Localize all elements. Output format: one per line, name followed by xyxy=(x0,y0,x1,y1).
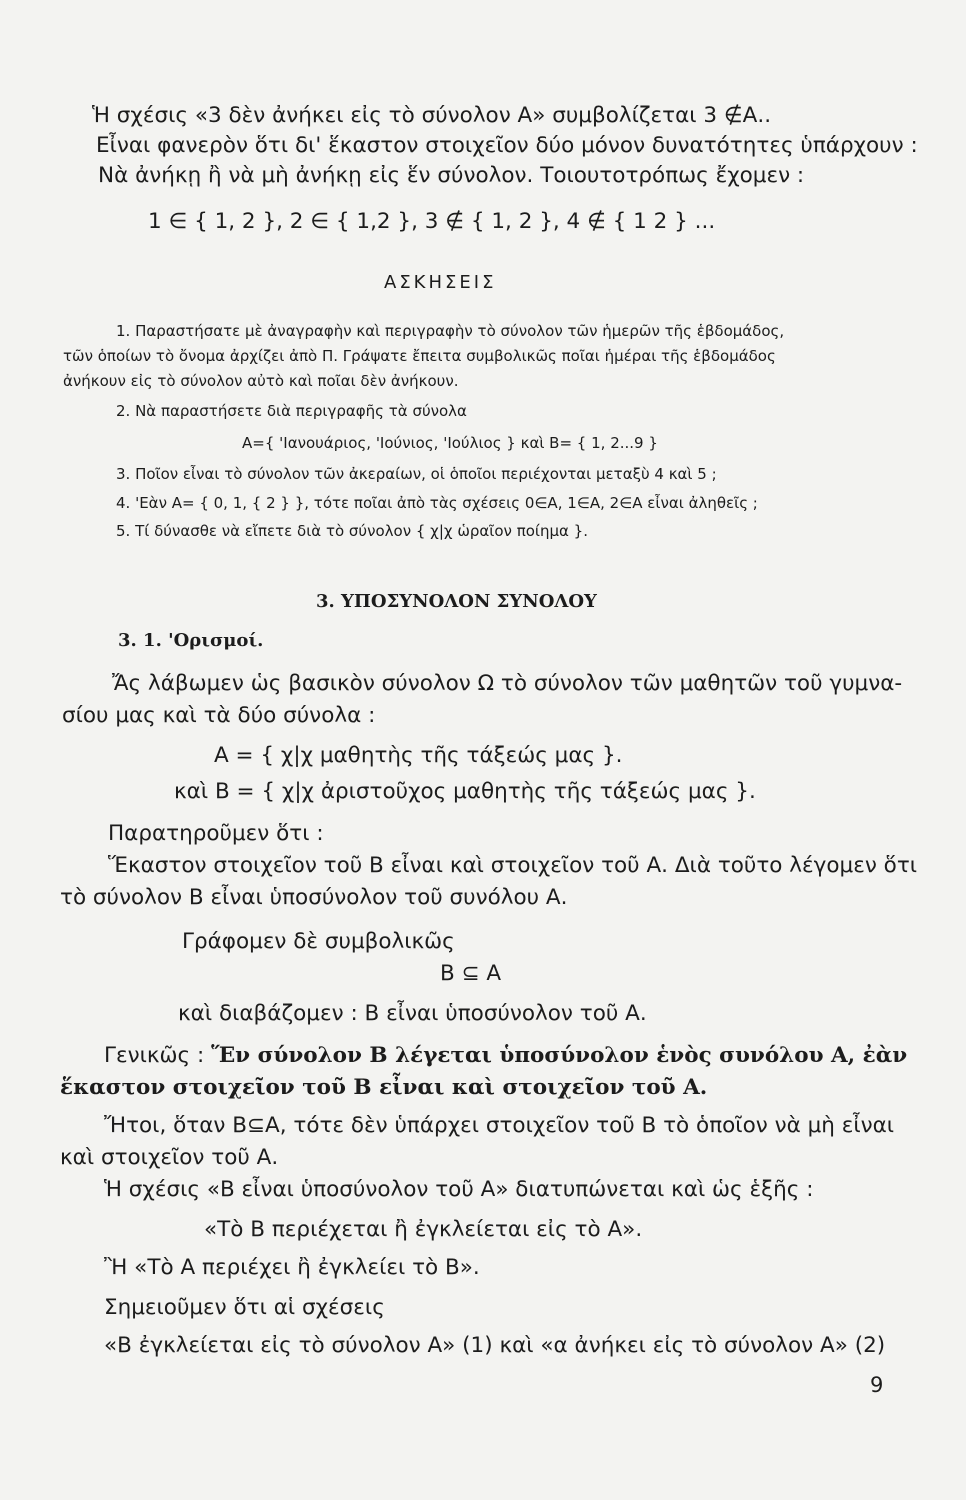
intro-line-3: Νὰ ἀνήκῃ ἢ νὰ μὴ ἀνήκῃ εἰς ἕν σύνολον. Τοιουτοτρόπως ἔχομεν : xyxy=(98,163,805,188)
exercise-3: 3. Ποῖον εἶναι τὸ σύνολον τῶν ἀκεραίων, οἱ ὁποῖοι περιέχονται μεταξὺ 4 καὶ 5 ; xyxy=(116,465,717,483)
exercise-1-line-1: 1. Παραστήσατε μὲ ἀναγραφὴν καὶ περιγραφὴν τὸ σύνολον τῶν ἡμερῶν τῆς ἑβδομάδος, xyxy=(116,322,785,340)
section-title: 3. ΥΠΟΣΥΝΟΛΟΝ ΣΥΝΟΛΟΥ xyxy=(316,591,597,612)
exercise-2-sets: Α={ 'Ιανουάριος, 'Ιούνιος, 'Ιούλιος } καὶ Β= { 1, 2...9 } xyxy=(242,434,658,452)
subset-formula: Β ⊆ Α xyxy=(440,961,502,986)
body-line-5: Παρατηροῦμεν ὅτι : xyxy=(108,821,324,846)
body-line-17: Ἢ «Τὸ Α περιέχει ἢ ἐγκλείει τὸ Β». xyxy=(104,1255,480,1280)
definition-bold-1: Ἕν σύνολον Β λέγεται ὑποσύνολον ἑνὸς συνόλου Α, ἐὰν xyxy=(211,1043,908,1068)
body-line-16: «Τὸ Β περιέχεται ἢ ἐγκλείεται εἰς τὸ Α». xyxy=(204,1217,643,1242)
body-line-2: σίου μας καὶ τὰ δύο σύνολα : xyxy=(62,703,376,728)
set-a-definition: Α = { χ|χ μαθητὴς τῆς τάξεώς μας }. xyxy=(214,743,623,768)
exercise-4: 4. 'Εὰν Α= { 0, 1, { 2 } }, τότε ποῖαι ἀπὸ τὰς σχέσεις 0∈Α, 1∈Α, 2∈Α εἶναι ἀληθεῖς ; xyxy=(116,494,758,512)
intro-line-2: Εἶναι φανερὸν ὅτι δι' ἕκαστον στοιχεῖον δύο μόνον δυνατότητες ὑπάρχουν : xyxy=(96,133,918,158)
page-number: 9 xyxy=(870,1373,884,1397)
body-line-8: Γράφομεν δὲ συμβολικῶς xyxy=(182,929,455,954)
definition-line-1 xyxy=(104,1043,907,1068)
exercise-1-line-3: ἀνήκουν εἰς τὸ σύνολον αὐτὸ καὶ ποῖαι δὲν ἀνήκουν. xyxy=(63,372,459,390)
body-line-6: Ἕκαστον στοιχεῖον τοῦ Β εἶναι καὶ στοιχεῖον τοῦ Α. Διὰ τοῦτο λέγομεν ὅτι xyxy=(108,853,918,878)
exercises-heading: ΑΣΚΗΣΕΙΣ xyxy=(384,272,497,293)
exercise-2-line-1: 2. Νὰ παραστήσετε διὰ περιγραφῆς τὰ σύνολα xyxy=(116,402,467,420)
membership-formula: 1 ∈ { 1, 2 }, 2 ∈ { 1,2 }, 3 ∉ { 1, 2 }, 4 ∉ { 1 2 } ... xyxy=(148,209,716,234)
body-line-18: Σημειοῦμεν ὅτι αἱ σχέσεις xyxy=(104,1295,385,1320)
body-line-13: Ἤτοι, ὅταν Β⊆Α, τότε δὲν ὑπάρχει στοιχεῖον τοῦ Β τὸ ὁποῖον νὰ μὴ εἶναι xyxy=(104,1113,895,1138)
subsection-title: 3. 1. 'Ορισμοί. xyxy=(118,630,264,651)
definition-line-2: ἕκαστον στοιχεῖον τοῦ Β εἶναι καὶ στοιχεῖον τοῦ Α. xyxy=(60,1075,708,1100)
body-line-1: Ἄς λάβωμεν ὡς βασικὸν σύνολον Ω τὸ σύνολον τῶν μαθητῶν τοῦ γυμνα- xyxy=(112,671,903,696)
body-line-7: τὸ σύνολον Β εἶναι ὑποσύνολον τοῦ συνόλου Α. xyxy=(60,885,568,910)
body-line-19: «Β ἐγκλείεται εἰς τὸ σύνολον Α» (1) καὶ «α ἀνήκει εἰς τὸ σύνολον Α» (2) xyxy=(104,1333,886,1358)
body-line-14: καὶ στοιχεῖον τοῦ Α. xyxy=(60,1145,279,1170)
set-b-definition: καὶ Β = { χ|χ ἀριστοῦχος μαθητὴς τῆς τάξεώς μας }. xyxy=(174,779,756,804)
body-line-15: Ἡ σχέσις «Β εἶναι ὑποσύνολον τοῦ Α» διατυπώνεται καὶ ὡς ἑξῆς : xyxy=(104,1177,814,1202)
body-line-10: καὶ διαβάζομεν : Β εἶναι ὑποσύνολον τοῦ Α. xyxy=(178,1001,647,1026)
exercise-5: 5. Τί δύνασθε νὰ εἴπετε διὰ τὸ σύνολον { χ|χ ὡραῖον ποίημα }. xyxy=(116,522,588,540)
exercise-1-line-2: τῶν ὁποίων τὸ ὄνομα ἀρχίζει ἀπὸ Π. Γράψατε ἔπειτα συμβολικῶς ποῖαι ἡμέραι τῆς ἑβδομάδος xyxy=(63,347,776,365)
definition-prefix: Γενικῶς : xyxy=(104,1043,205,1068)
intro-line-1: Ἡ σχέσις «3 δὲν ἀνήκει εἰς τὸ σύνολον Α» συμβολίζεται 3 ∉Α.. xyxy=(92,103,772,128)
